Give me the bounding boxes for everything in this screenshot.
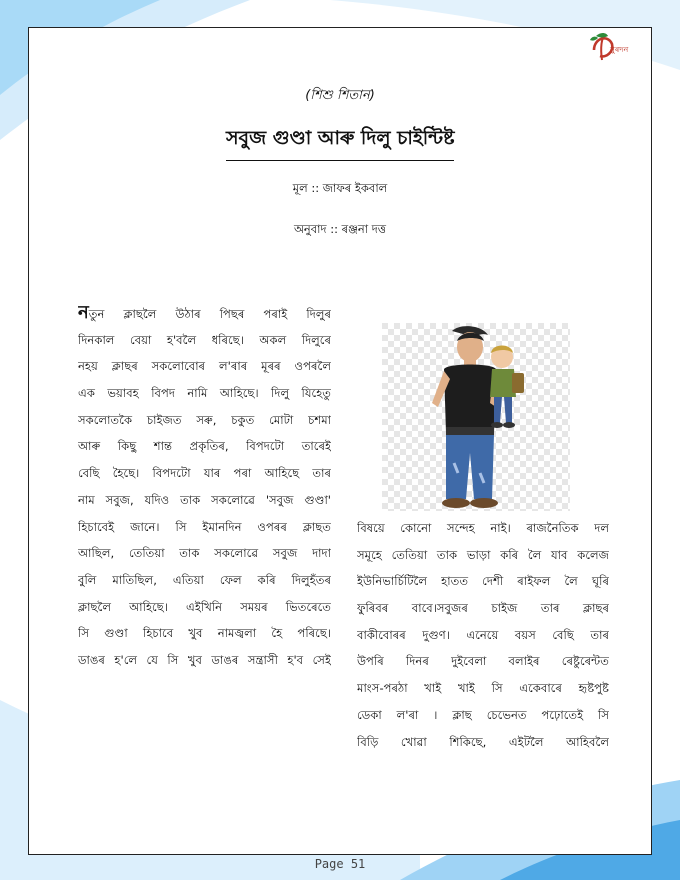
text-line: ফুৰিবৰ বাবে।সবুজৰ চাইজ তাৰ ক্লাছৰ bbox=[357, 601, 609, 616]
text-line: নাম সবুজ, যদিও তাক সকলোৱে 'সবুজ গুণ্ডা' bbox=[78, 492, 331, 507]
text-line: হিচাবেই জানে। সি ইমানদিন ওপৰৰ ক্লাছত bbox=[78, 519, 331, 534]
text-line: সমূহে তেতিয়া তাক ভাড়া কৰি লৈ যাব কলেজ bbox=[357, 547, 609, 562]
text-line: ইউনিভাৰ্চিটিলৈ হাতত দেশী ৰাইফল লৈ ঘূৰি bbox=[357, 574, 609, 589]
bully-lifting-boy-illustration bbox=[382, 323, 570, 511]
text-line: বুলি মাতিছিল, এতিয়া ফেল কৰি দিলুহঁতৰ bbox=[78, 572, 331, 587]
logo-text: নুৰদন bbox=[610, 45, 629, 54]
text-line: বিড়ি খোৱা শিকিছে, এইটলৈ আহিবলৈ bbox=[357, 734, 609, 749]
left-column-text bbox=[78, 300, 331, 674]
text-line: বিষয়ে কোনো সন্দেহ নাই। ৰাজনৈতিক দল bbox=[357, 521, 609, 535]
text-line: আছিল, তেতিয়া তাক সকলোৱে সবুজ দাদা bbox=[78, 546, 331, 561]
section-category: (শিশু শিতান) bbox=[305, 88, 375, 103]
page-number: Page 51 bbox=[314, 857, 366, 871]
author-line: মূল :: জাফৰ ইকবাল bbox=[292, 181, 388, 195]
text-line: আৰু কিছু শান্ত প্ৰকৃতিৰ, বিপদটো তাৰেই bbox=[78, 439, 331, 454]
text-line: নহয় ক্লাছৰ সকলোবোৰ ল'ৰাৰ মূৰৰ ওপৰলৈ bbox=[78, 359, 331, 374]
text-line: এক ভয়াবহ বিপদ নামি আহিছে। দিলু যিহেতু bbox=[78, 386, 331, 401]
text-line: ক্লাছলৈ আহিছে। এইখিনি সময়ৰ ভিতৰেতে bbox=[78, 599, 331, 614]
dropcap-letter: ন bbox=[78, 302, 89, 323]
text-line: ডাঙৰ হ'লে যে সি খুব ডাঙৰ সন্ত্ৰাসী হ'ব সেই bbox=[78, 652, 331, 667]
text-line: ডেকা ল'ৰা । ক্লাছ চেভেনত পঢ়োতেই সি bbox=[357, 707, 609, 722]
translator-line: অনুবাদ :: ৰঞ্জনা দত্ত bbox=[293, 222, 387, 236]
text-line: নতুন ক্লাছলৈ উঠাৰ পিছৰ পৰাই দিলুৰ bbox=[78, 302, 331, 323]
text-line: দিনকাল বেয়া হ'বলৈ ধৰিছে। অকল দিলুৰে bbox=[78, 332, 331, 347]
text-line: মাংস-পৰঠা খাই খাই সি একেবাৰে হৃষ্টপুষ্ট bbox=[357, 681, 609, 696]
text-line: সি গুণ্ডা হিচাবে খুব নামজ্বলা হৈ পৰিছে। bbox=[78, 626, 331, 641]
text-line: সকলোতকৈ চাইজত সৰু, চকুত মোটা চশমা bbox=[78, 412, 331, 427]
text-line: বেছি হৈছে। বিপদটো যাৰ পৰা আহিছে তাৰ bbox=[78, 466, 331, 481]
article-title: সবুজ গুণ্ডা আৰু দিলু চাইন্টিষ্ট bbox=[226, 124, 454, 161]
right-column-text bbox=[357, 515, 609, 755]
text-line: উপৰি দিনৰ দুইবেলা বলাইৰ ৰেষ্টুৰেন্টত bbox=[357, 654, 609, 669]
text-line: বাকীবোৰৰ দুগুণ। এনেয়ে বয়স বেছি তাৰ bbox=[357, 627, 609, 642]
